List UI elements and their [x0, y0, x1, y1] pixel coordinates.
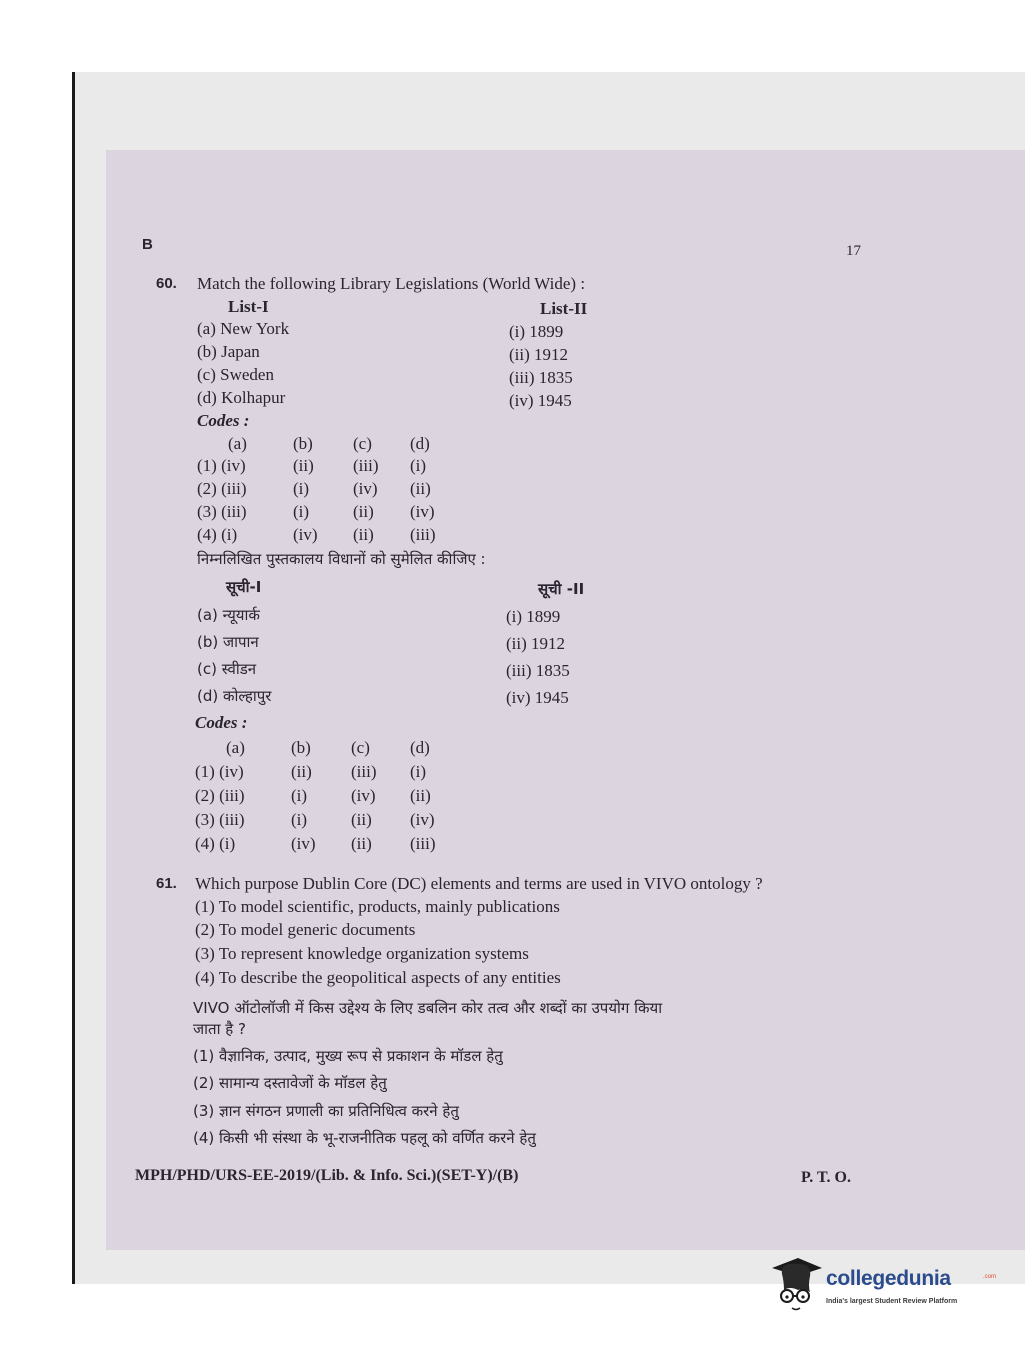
codes-header-cell: (a)	[226, 738, 245, 757]
code-cell: (i)	[291, 810, 308, 829]
student-mascot-icon	[768, 1256, 824, 1316]
code-cell: (iv)	[410, 502, 435, 521]
list-2-item: (ii) 1912	[509, 345, 569, 364]
code-cell: (iii)	[410, 834, 436, 853]
code-cell: (1) (iv)	[195, 762, 244, 781]
option-item: (1) To model scientific, products, mainly publications	[195, 897, 560, 916]
paper-code: MPH/PHD/URS-EE-2019/(Lib. & Info. Sci.)(SET-Y)/(B)	[135, 1167, 519, 1184]
question-61-text: Which purpose Dublin Core (DC) elements and terms are used in VIVO ontology ?	[195, 874, 763, 893]
list-2-item-hindi: (iv) 1945	[506, 688, 569, 707]
list-2-item: (iii) 1835	[509, 368, 573, 387]
code-cell: (3) (iii)	[195, 810, 245, 829]
list-1-item-hindi: (d) कोल्हापुर	[197, 687, 272, 705]
code-cell: (ii)	[291, 762, 312, 781]
code-cell: (ii)	[351, 810, 372, 829]
code-cell: (i)	[293, 502, 310, 521]
question-60-text-hindi: निम्नलिखित पुस्तकालय विधानों को सुमेलित कीजिए :	[197, 550, 486, 568]
code-cell: (i)	[293, 479, 310, 498]
code-cell: (ii)	[410, 786, 431, 805]
code-cell: (ii)	[353, 502, 374, 521]
code-cell: (1) (iv)	[197, 456, 246, 475]
question-61-text-hindi-cont: जाता है ?	[193, 1020, 246, 1038]
code-cell: (i)	[410, 762, 427, 781]
code-cell: (iv)	[353, 479, 378, 498]
codes-header-cell: (c)	[351, 738, 370, 757]
list-1-item: (c) Sweden	[197, 365, 274, 384]
pto-label: P. T. O.	[801, 1169, 851, 1186]
code-cell: (i)	[410, 456, 427, 475]
code-cell: (ii)	[293, 456, 314, 475]
list-1-item-hindi: (c) स्वीडन	[197, 660, 257, 678]
list-1-item-hindi: (a) न्यूयार्क	[197, 606, 260, 624]
question-61-text-hindi: VIVO ऑटोलॉजी में किस उद्देश्य के लिए डबलिन कोर तत्व और शब्दों का उपयोग किया	[193, 999, 663, 1017]
code-cell: (2) (iii)	[197, 479, 247, 498]
codes-header-cell: (b)	[293, 434, 313, 453]
option-item-hindi: (1) वैज्ञानिक, उत्पाद, मुख्य रूप से प्रकाशन के मॉडल हेतु	[193, 1047, 503, 1065]
list-1-heading: List-I	[228, 297, 269, 316]
list-2-item: (iv) 1945	[509, 391, 572, 410]
option-item-hindi: (3) ज्ञान संगठन प्रणाली का प्रतिनिधित्व करने हेतु	[193, 1102, 459, 1120]
question-60-number: 60.	[156, 275, 177, 292]
codes-header-cell: (d)	[410, 434, 430, 453]
codes-header-cell: (c)	[353, 434, 372, 453]
list-2-item-hindi: (i) 1899	[506, 607, 561, 626]
list-1-item-hindi: (b) जापान	[197, 633, 259, 651]
option-item-hindi: (2) सामान्य दस्तावेजों के मॉडल हेतु	[193, 1074, 387, 1092]
question-61-number: 61.	[156, 875, 177, 892]
code-cell: (4) (i)	[195, 834, 236, 853]
option-item: (4) To describe the geopolitical aspects of any entities	[195, 968, 561, 987]
set-letter: B	[142, 236, 153, 253]
list-2-item-hindi: (iii) 1835	[506, 661, 570, 680]
codes-header-cell: (b)	[291, 738, 311, 757]
codes-label: Codes :	[197, 411, 250, 430]
list-1-item: (b) Japan	[197, 342, 260, 361]
code-cell: (ii)	[410, 479, 431, 498]
option-item: (2) To model generic documents	[195, 920, 416, 939]
list-2-item-hindi: (ii) 1912	[506, 634, 566, 653]
list-1-item: (a) New York	[197, 319, 290, 338]
code-cell: (iv)	[410, 810, 435, 829]
code-cell: (3) (iii)	[197, 502, 247, 521]
option-item: (3) To represent knowledge organization systems	[195, 944, 529, 963]
option-item-hindi: (4) किसी भी संस्था के भू-राजनीतिक पहलू को वर्णित करने हेतु	[193, 1129, 536, 1147]
code-cell: (4) (i)	[197, 525, 238, 544]
code-cell: (2) (iii)	[195, 786, 245, 805]
brand-name: collegedunia	[826, 1267, 951, 1290]
code-cell: (iv)	[351, 786, 376, 805]
code-cell: (iv)	[293, 525, 318, 544]
code-cell: (iii)	[353, 456, 379, 475]
codes-header-cell: (a)	[228, 434, 247, 453]
page-number: 17	[846, 243, 861, 259]
list-2-item: (i) 1899	[509, 322, 564, 341]
list-1-item: (d) Kolhapur	[197, 388, 286, 407]
code-cell: (ii)	[353, 525, 374, 544]
codes-label-hindi: Codes :	[195, 713, 248, 732]
code-cell: (iii)	[351, 762, 377, 781]
scan-edge	[72, 72, 75, 1284]
code-cell: (ii)	[351, 834, 372, 853]
code-cell: (iii)	[410, 525, 436, 544]
list-2-heading-hindi: सूची -II	[538, 580, 585, 598]
list-1-heading-hindi: सूची-I	[226, 578, 262, 596]
question-60-text: Match the following Library Legislations (World Wide) :	[197, 274, 586, 293]
brand-domain: .com	[983, 1274, 997, 1280]
codes-header-cell: (d)	[410, 738, 430, 757]
list-2-heading: List-II	[540, 299, 588, 318]
code-cell: (iv)	[291, 834, 316, 853]
brand-tagline: India's largest Student Review Platform	[826, 1298, 958, 1305]
code-cell: (i)	[291, 786, 308, 805]
